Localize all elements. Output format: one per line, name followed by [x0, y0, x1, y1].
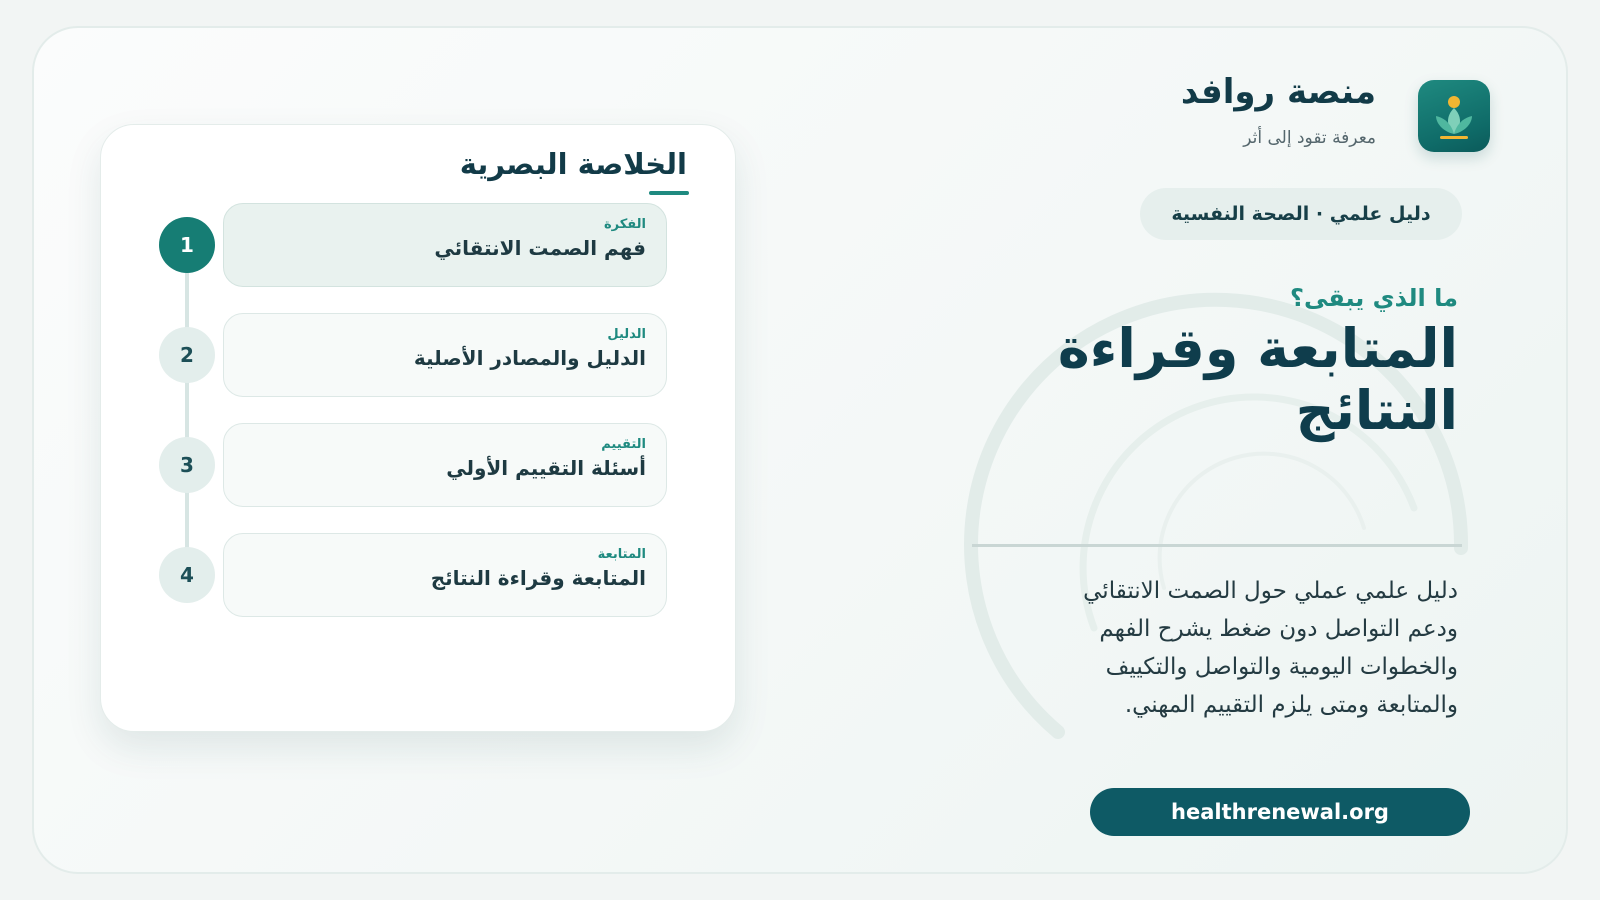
step-number-4: 4 [159, 547, 215, 603]
step-label: الفكرة [603, 217, 646, 232]
step-item-assessment[interactable] [223, 423, 667, 507]
step-label: المتابعة [597, 547, 646, 562]
website-link-button[interactable]: healthrenewal.org [1090, 788, 1470, 836]
step-item-idea[interactable] [223, 203, 667, 287]
brand-tagline: معرفة تقود إلى أثر [1243, 128, 1376, 148]
slide-frame [32, 26, 1568, 874]
card-title: الخلاصة البصرية [459, 147, 687, 181]
page-title: المتابعة وقراءة النتائج [1057, 317, 1458, 442]
divider [972, 544, 1462, 547]
section-eyebrow: ما الذي يبقى؟ [1290, 284, 1458, 312]
step-number-1: 1 [159, 217, 215, 273]
visual-summary-card [100, 124, 736, 732]
title-underline [649, 191, 689, 195]
step-label: الدليل [607, 327, 646, 342]
step-text: المتابعة وقراءة النتائج [430, 566, 646, 590]
brand-logo [1418, 80, 1490, 152]
step-item-follow-up[interactable] [223, 533, 667, 617]
step-label: التقييم [601, 437, 646, 452]
step-item-evidence[interactable] [223, 313, 667, 397]
step-text: الدليل والمصادر الأصلية [413, 346, 646, 370]
step-number-2: 2 [159, 327, 215, 383]
timeline-line [185, 255, 189, 595]
description-text: دليل علمي عملي حول الصمت الانتقائي ودعم التواصل دون ضغط يشرح الفهم والخطوات اليومية والتواصل والتكييف والمتابعة ومتى يلزم التقييم المهني. [1083, 578, 1458, 718]
brand-name: منصة روافد [1180, 72, 1376, 112]
step-text: أسئلة التقييم الأولي [446, 456, 646, 480]
category-pill: دليل علمي · الصحة النفسية [1140, 188, 1462, 240]
step-text: فهم الصمت الانتقائي [434, 236, 646, 260]
lotus-sun-icon [1418, 80, 1490, 152]
step-number-3: 3 [159, 437, 215, 493]
